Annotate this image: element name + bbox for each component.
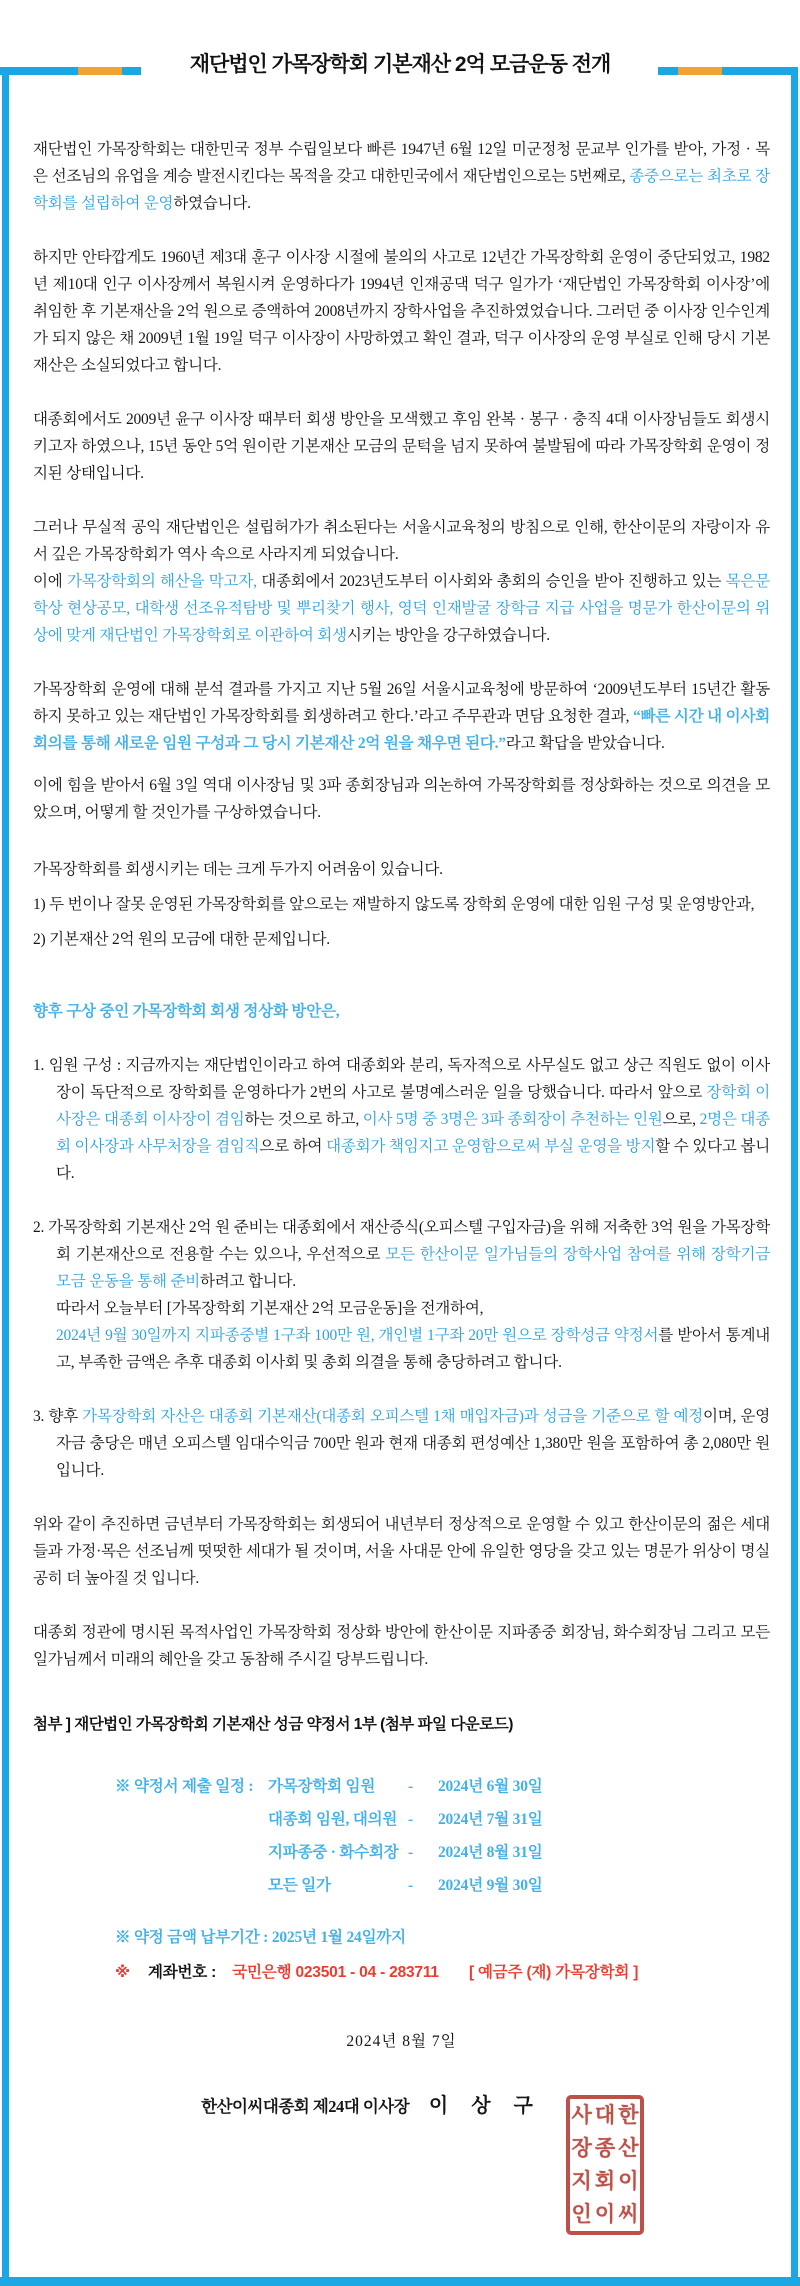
text-segment: 장학회 이사장은 대종회 이사장이 겸임 (56, 1084, 770, 1128)
account-bank-number: 국민은행 023501 - 04 - 283711 (232, 1964, 439, 1981)
schedule-row (33, 1803, 770, 1836)
schedule-date: 2024년 7월 31일 (438, 1811, 543, 1828)
signer-title: 한산이씨대종회 제24대 이사장 (201, 2097, 410, 2116)
revival-plan-paragraph (33, 568, 770, 649)
text-segment: “빠른 시간 내 이사회 회의를 통해 새로운 임원 구성과 그 당시 기본재산 2억 원을 채우면 된다.” (33, 708, 770, 752)
account-holder: [ 예금주 (재) 가목장학회 ] (468, 1964, 639, 1981)
text-segment: 3. 향후 (33, 1408, 83, 1425)
attachment-download-link[interactable]: (첨부 파일 다운로드) (380, 1716, 513, 1733)
plan-heading (33, 998, 770, 1025)
text-segment: 하려고 합니다. (199, 1273, 296, 1290)
text-segment: 재단법인 가목장학회는 대한민국 정부 수립일보다 빠른 1947년 6월 12일 미군정청 문교부 인가를 받아, 가정 · 목은 선조님의 유업을 계승 발전시킨다는 목적을 갖고 대한민국에서 재단법인으로는 5번째로, (33, 141, 770, 185)
history-paragraph (33, 244, 770, 379)
text-segment: 으로 하여 (259, 1138, 327, 1155)
schedule-dash: - (408, 1877, 413, 1894)
document-date: 2024년 8월 7일 (346, 2033, 457, 2050)
schedule-prefix: ※ 약정서 제출 일정 : (115, 1778, 254, 1795)
text-segment: 따라서 오늘부터 [가목장학회 기본재산 2억 모금운동]을 전개하여, (56, 1300, 484, 1317)
text-segment: 2024년 9월 30일까지 지파종중별 1구좌 100만 원, 개인별 1구좌 20만 원으로 장학성금 약정서 (56, 1327, 659, 1344)
seal-character: 지 (571, 2169, 592, 2193)
dissolution-paragraph (33, 514, 770, 568)
text-segment: 1. 임원 구성 : 지금까지는 재단법인이라고 하여 대종회와 분리, 독자적으로 사무실도 없고 상근 직원도 없이 이사장이 독단적으로 장학회를 운영하다가 2번의 사고로 불명예스러운 일을 당했습니다. 따라서 앞으로 (33, 1057, 770, 1101)
schedule-row (33, 1836, 770, 1869)
text-segment: 그러나 무실적 공익 재단법인은 설립허가가 취소된다는 서울시교육청의 방침으로 인해, 한산이문의 자랑이자 유서 깊은 가목장학회가 역사 속으로 사라지게 되었습니다. (33, 519, 770, 563)
schedule-dash: - (408, 1811, 413, 1828)
text-segment: 이며, 운영 자금 충당은 매년 오피스텔 임대수익금 700만 원과 현재 대종회 편성예산 1,380만 원을 포함하여 총 2,080만 원입니다. (56, 1408, 770, 1479)
seal-character: 한 (618, 2103, 639, 2127)
account-marker: ※ (115, 1964, 130, 1981)
text-segment: 1) 두 번이나 잘못 운영된 가목장학회를 앞으로는 재발하지 않도록 장학회 운영에 대한 임원 구성 및 운영방안과, (33, 896, 755, 913)
account-label: 계좌번호 : (147, 1964, 217, 1981)
difficulty-item-2 (33, 926, 770, 953)
schedule-dash: - (408, 1778, 413, 1795)
seal-character: 산 (618, 2136, 639, 2160)
stalled-paragraph (33, 406, 770, 487)
text-segment: 시키는 방안을 강구하였습니다. (346, 627, 550, 644)
schedule-group-label: 가목장학회 임원 (268, 1778, 376, 1795)
text-segment: 첨부 ] 재단법인 가목장학회 기본재산 성금 약정서 1부 (33, 1716, 381, 1733)
text-segment: 2. 가목장학회 기본재산 2억 원 준비는 대종회에서 재산증식(오피스텔 구입자금)을 위해 저축한 3억 원을 가목장학회 기본재산으로 전용할 수는 있으나, 우선적으로 (33, 1219, 770, 1263)
text-segment: 를 받아서 통계내고, 부족한 금액은 추후 대종회 이사회 및 총회 의결을 통해 충당하려고 합니다. (56, 1327, 770, 1371)
frame-border-left (2, 67, 9, 2277)
schedule-date: 2024년 9월 30일 (438, 1877, 543, 1894)
text-segment: 가목장학회를 회생시키는 데는 크게 두가지 어려움이 있습니다. (33, 861, 443, 878)
text-segment: 위와 같이 추진하면 금년부터 가목장학회는 회생되어 내년부터 정상적으로 운영할 수 있고 한산이문의 젊은 세대들과 가정·목은 선조님께 떳떳한 세대가 될 것이며, 서울 사대문 안에 유일한 영당을 갖고 있는 명문가 위상이 명실공히 더 높아질 것 입니다. (33, 1516, 770, 1587)
frame-border-right (791, 67, 798, 2277)
text-segment: 할 수 있다고 봅니다. (56, 1138, 770, 1182)
text-segment: 종중으로는 최초로 장학회를 설립하여 운영 (33, 168, 770, 212)
outlook-paragraph (33, 1511, 770, 1592)
pledge-submission-schedule (33, 1770, 770, 1902)
text-segment: 하지만 안타깝게도 1960년 제3대 훈구 이사장 시절에 불의의 사고로 12년간 가목장학회 운영이 중단되었고, 1982년 제10대 인구 이사장께서 복원시켜 운영하다가 1994년 인재공댁 덕구 일가가 ‘재단법인 가목장학회 이사장’에 취임한 후 기본재산을 2억 원으로 증액하여 2008년까지 장학사업을 추진하였었습니다. 그러던 중 이사장 인수인계가 되지 않은 채 2009년 1월 19일 덕구 이사장이 사망하였고 확인 결과, 덕구 이사장의 운영 부실로 인해 당시 기본재산은 소실되었다고 합니다. (33, 249, 770, 374)
education-office-paragraph (33, 676, 770, 757)
schedule-group-label: 지파종중 · 화수회장 (268, 1844, 399, 1861)
text-segment: 향후 구상 중인 가목장학회 회생 정상화 방안은, (33, 1003, 340, 1020)
text-segment: 대종회 정관에 명시된 목적사업인 가목장학회 정상화 방안에 한산이문 지파종중 회장님, 화수회장님 그리고 모든 일가님께서 미래의 혜안을 갖고 동참해 주시길 당부드립니다. (33, 1624, 770, 1668)
text-segment: 하는 것으로 하고, (244, 1111, 363, 1128)
plan-item-3 (33, 1403, 770, 1484)
seal-character: 회 (594, 2169, 616, 2193)
seal-character: 종 (594, 2136, 616, 2160)
text-segment: 대종회에서 2023년도부터 이사회와 총회의 승인을 받아 진행하고 있는 (256, 573, 726, 590)
schedule-date: 2024년 6월 30일 (438, 1778, 543, 1795)
appeal-paragraph (33, 1619, 770, 1673)
seal-character: 이 (618, 2169, 639, 2193)
seal-character: 장 (571, 2136, 592, 2160)
difficulty-item-1 (33, 891, 770, 918)
schedule-dash: - (408, 1844, 413, 1861)
schedule-date: 2024년 8월 31일 (438, 1844, 543, 1861)
schedule-row (33, 1869, 770, 1902)
schedule-prefix (33, 1803, 268, 1836)
schedule-prefix (33, 1836, 268, 1869)
difficulty-intro (33, 856, 770, 883)
text-segment: 대종회에서도 2009년 윤구 이사장 때부터 회생 방안을 모색했고 후임 완복 · 봉구 · 충직 4대 이사장님들도 회생시키고자 하였으나, 15년 동안 5억 원이란 기본재산 모금의 문턱을 넘지 못하여 불발됨에 따라 가목장학회 운영이 정지된 상태입니다. (33, 411, 770, 482)
letter-paragraphs (33, 136, 770, 1738)
page-title: 재단법인 가목장학회 기본재산 2억 모금운동 전개 (189, 53, 611, 76)
signer-name: 이 상 구 (428, 2095, 542, 2117)
text-segment: 이에 (33, 573, 67, 590)
seal-character: 인 (571, 2202, 592, 2226)
seal-character: 이 (594, 2202, 616, 2226)
schedule-prefix (33, 1869, 268, 1902)
text-segment: 목은문학상 현상공모, 대학생 선조유적탐방 및 뿌리찾기 행사, 영덕 인재발굴 장학금 지급 사업을 명문가 한산이문의 위상에 맞게 재단법인 가목장학회로 이관하여 회생 (33, 573, 770, 644)
schedule-group-label: 모든 일가 (268, 1877, 331, 1894)
text-segment: 하였습니다. (173, 195, 251, 212)
payment-deadline: ※ 약정 금액 납부기간 : 2025년 1월 24일까지 (115, 1929, 406, 1946)
text-segment: 이에 힘을 받아서 6월 3일 역대 이사장님 및 3파 종회장님과 의논하여 가목장학회를 정상화하는 것으로 의견을 모았으며, 어떻게 할 것인가를 구상하였습니다. (33, 777, 770, 821)
text-segment: 가목장학회의 해산을 막고자, (66, 573, 257, 590)
schedule-group-label: 대종회 임원, 대의원 (268, 1811, 398, 1828)
text-segment: 가목장학회 자산은 대종회 기본재산(대종회 오피스텔 1채 매입자금)과 성금을 기준으로 할 예정 (82, 1408, 704, 1425)
intro-paragraph (33, 136, 770, 217)
seal-character: 대 (594, 2103, 616, 2127)
text-segment: 2명은 대종회 이사장과 사무처장을 겸임직 (56, 1111, 770, 1155)
official-seal-stamp (566, 2095, 644, 2235)
text-segment: 대종회가 책임지고 운영함으로써 부실 운영을 방지 (326, 1138, 656, 1155)
text-segment: 라고 확답을 받았습니다. (505, 735, 665, 752)
momentum-paragraph (33, 772, 770, 826)
text-segment: 이사 5명 중 3명은 3파 종회장이 추천하는 인원 (362, 1111, 663, 1128)
text-segment: 모든 한산이문 일가님들의 장학사업 참여를 위해 장학기금 모금 운동을 통해 준비 (56, 1246, 771, 1290)
plan-item-1 (33, 1052, 770, 1187)
schedule-row (33, 1770, 770, 1803)
attachment-note (33, 1711, 770, 1738)
text-segment: 가목장학회 운영에 대해 분석 결과를 가지고 지난 5월 26일 서울시교육청에 방문하여 ‘2009년도부터 15년간 활동하지 못하고 있는 재단법인 가목장학회를 회생하려고 한다.’라고 주무관과 면담 요청한 결과, (33, 681, 770, 725)
letter-body (33, 136, 770, 2123)
seal-character: 사 (571, 2103, 592, 2127)
plan-item-2 (33, 1214, 770, 1376)
account-number-line (33, 1959, 770, 1986)
frame-border-bottom (0, 2277, 800, 2286)
text-segment: 으로, (662, 1111, 700, 1128)
seal-character: 씨 (618, 2202, 639, 2226)
text-segment: 2) 기본재산 2억 원의 모금에 대한 문제입니다. (33, 931, 330, 948)
signature-line (33, 2091, 770, 2123)
